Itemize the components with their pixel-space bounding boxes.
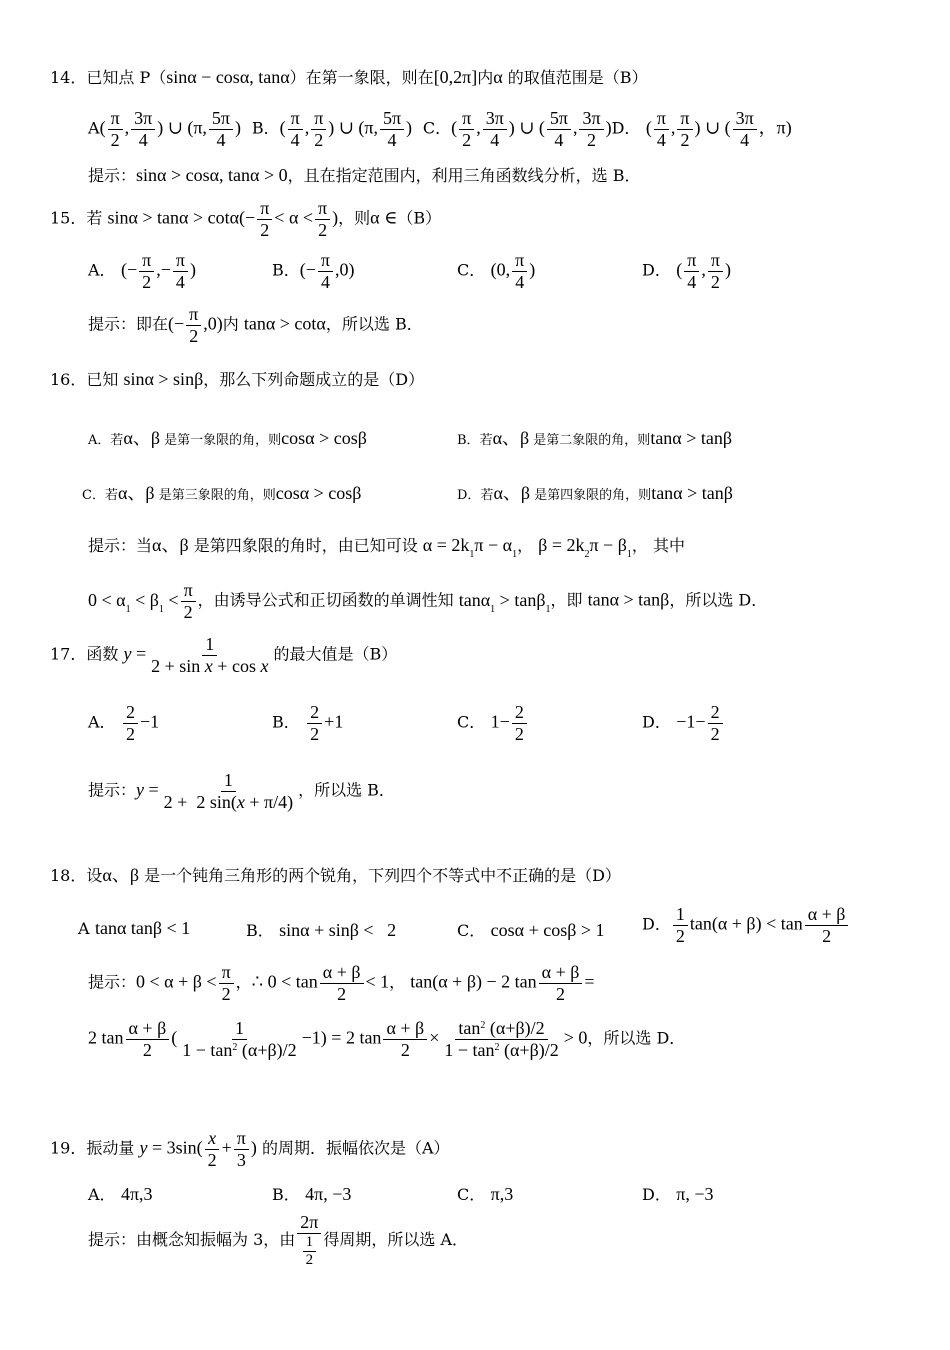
problem-19-hint: 提示：由概念知振幅为 3，由 $\frac{2\pi}{\frac{1}{2}}$ 得周期，所以选 A． [88,1212,469,1268]
problem-18-option-d: D． $\frac{1}{2}$ tan(α + β) < tan $\frac{\alpha + \beta}{2}$ [642,904,850,946]
problem-18-option-c: C． cosα + cosβ > 1 [457,920,605,940]
problem-16-option-b: B．若α、β 是第二象限的角，则tanα > tanβ [457,428,733,448]
problem-19-option-b: B． 4π, −3 [272,1184,352,1204]
problem-14-options: A( $\frac{\pi}{2}$ , $\frac{3\pi}{4}$ ) ∪ (π, $\frac{5\pi}{4}$ ) B．( $\frac{\pi}{4}$ , $\frac{\pi}{2}$ ) ∪ (π, $\frac{5\pi}{4}$ ) C．( $\frac{\pi}{2}$ , $\frac{3\pi}{4}$ ) ∪ ( $\frac{5\pi}{4}$ , $\frac{3\pi}{2}$ )D． ( $\frac{\pi}{4}$ , $\frac{\pi}{2}$ ) ∪ ( $\frac{3\pi}{4}$ ，π) [88,108,792,150]
problem-15-option-b: B．(− $\frac{\pi}{4}$ ,0) [272,250,355,292]
problem-17-option-d: D． −1− $\frac{2}{2}$ [642,702,725,744]
problem-17-option-b: B． $\frac{2}{2}$ +1 [272,702,344,744]
problem-16-option-a: A．若α、β 是第一象限的角，则cosα > cosβ [88,428,367,448]
problem-19-option-a: A． 4π,3 [88,1184,153,1204]
problem-19-option-d: D． π, −3 [642,1184,714,1204]
problem-19-option-c: C． π,3 [457,1184,514,1204]
problem-17-hint: 提示：y = $\frac{1}{2 + 2 \sin(x + \pi/4)}$ ，所以选 B． [88,770,395,812]
problem-18-hint: 提示：0 < α + β < $\frac{\pi}{2}$ ，∴ 0 < tan $\frac{\alpha + \beta}{2}$ < 1， tan(α + β) − 2 tan $\frac{\alpha + \beta}{2}$ = [88,962,595,1004]
problem-19-stem: 19．振动量 y = 3sin( $\frac{x}{2}$ + $\frac{\pi}{3}$ ) 的周期．振幅依次是（A） [50,1128,450,1170]
problem-14-stem: 14．已知点 P（sinα − cosα, tanα）在第一象限，则在[0,2π]内α 的取值范围是（B） [50,67,648,87]
problem-14-hint: 提示：sinα > cosα, tanα > 0，且在指定范围内，利用三角函数线分析，选 B． [88,165,641,185]
problem-18-option-a: A tanα tanβ < 1 [78,918,191,938]
problem-17-option-a: A． $\frac{2}{2}$ −1 [88,702,160,744]
problem-16-option-d: D．若α、β 是第四象限的角，则tanα > tanβ [457,483,733,503]
problem-16-stem: 16．已知 sinα > sinβ，那么下列命题成立的是（D） [50,369,425,389]
problem-15-hint: 提示：即在(− $\frac{\pi}{2}$ ,0)内 tanα > cotα，所以选 B． [88,304,423,346]
problem-15-stem: 15．若 sinα > tanα > cotα(− $\frac{\pi}{2}$ < α < $\frac{\pi}{2}$ )，则α ∈（B） [50,198,442,240]
problem-17-option-c: C． 1− $\frac{2}{2}$ [457,702,529,744]
problem-15-option-c: C． (0, $\frac{\pi}{4}$ ) [457,250,536,292]
problem-18-option-b: B． sinα + sinβ < 2 [246,920,397,940]
problem-16-hint-continued: $0 < \alpha_1 < \beta_1$ < $\frac{\pi}{2}$ ，由诱导公式和正切函数的单调性知 tanα$_1$ > tanβ$_1$，即 tanα > tanβ，所以选 D． [88,580,768,622]
problem-15-option-a: A． (− $\frac{\pi}{2}$ ,− $\frac{\pi}{4}$ ) [88,250,196,292]
problem-17-stem: 17．函数 y = $\frac{1}{\text{2 + sin x + cos x}}$ 的最大值是（B） [50,634,398,676]
problem-18-hint-continued: 2 tan $\frac{\alpha + \beta}{2}$ ( $\frac{1}{1 - \tan^2 (\alpha+\beta)/2}$ −1) = 2 tan $\frac{\alpha + \beta}{2}$ × $\frac{\tan^2 (\alpha+\beta)/2}{1 - \tan^2 (\alpha+\beta)/2}$ > 0，所以选 D． [88,1018,686,1060]
problem-16-hint: 提示：当α、β 是第四象限的角时，由已知可设 $\alpha = 2k_1\pi - \alpha_1$， $\beta = 2k_2\pi - \beta_1$， 其中 [88,535,685,560]
problem-15-option-d: D． ( $\frac{\pi}{4}$ , $\frac{\pi}{2}$ ) [642,250,731,292]
problem-16-option-c: C．若α、β 是第三象限的角，则cosα > cosβ [82,483,362,503]
problem-18-stem: 18．设α、β 是一个钝角三角形的两个锐角，下列四个不等式中不正确的是（D） [50,865,621,885]
